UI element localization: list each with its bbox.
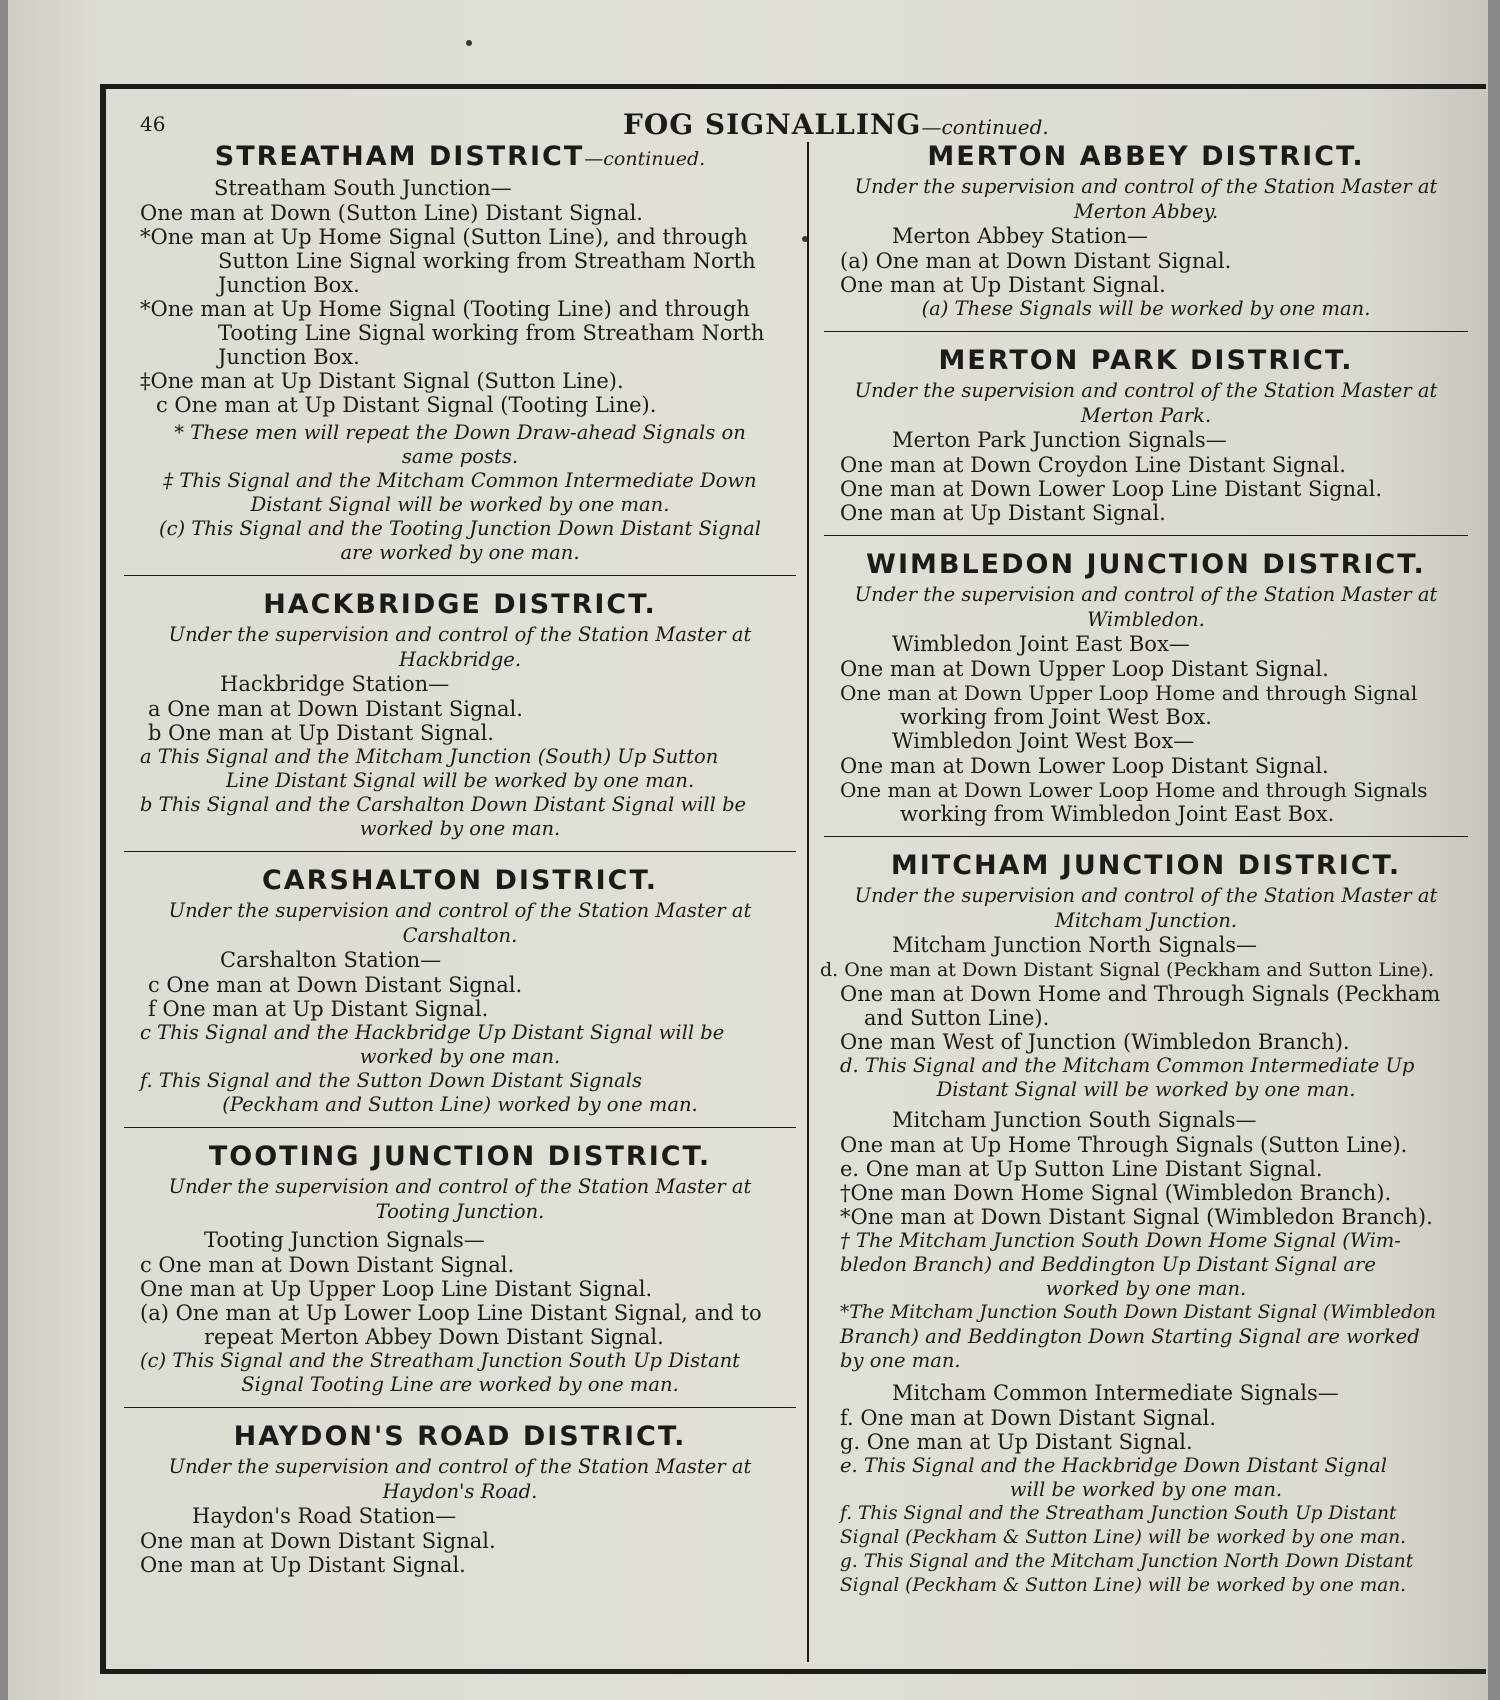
signal-line: One man West of Junction (Wimbledon Branch). xyxy=(840,1030,1350,1054)
streatham-district-section xyxy=(120,140,800,565)
merton-abbey-district-section xyxy=(820,140,1472,321)
ledger-page xyxy=(8,0,1488,1700)
footnote: b This Signal and the Carshalton Down Distant Signal will be xyxy=(140,793,747,816)
signal-line: c One man at Up Distant Signal (Tooting Line). xyxy=(156,393,657,417)
section-rule xyxy=(124,575,796,576)
supervision-note: Tooting Junction. xyxy=(375,1200,545,1223)
supervision-note: Haydon's Road. xyxy=(382,1480,538,1503)
signal-line: One man at Down Lower Loop Home and through Signals xyxy=(840,778,1428,802)
signal-line: One man at Up Distant Signal. xyxy=(140,1553,466,1577)
section-rule xyxy=(824,535,1468,536)
signal-line: One man at Up Upper Loop Line Distant Signal. xyxy=(140,1277,653,1301)
station-heading: Streatham South Junction— xyxy=(214,176,512,200)
supervision-note: Under the supervision and control of the Station Master at xyxy=(854,583,1438,606)
section-title: MERTON ABBEY DISTRICT. xyxy=(927,141,1365,172)
signal-line: One man at Down (Sutton Line) Distant Signal. xyxy=(140,201,643,225)
signal-line: *One man at Down Distant Signal (Wimbledon Branch). xyxy=(840,1205,1433,1229)
right-column xyxy=(820,140,1472,1598)
station-heading: Hackbridge Station— xyxy=(220,672,450,696)
supervision-note: Under the supervision and control of the Station Master at xyxy=(854,884,1438,907)
signal-line-cont: working from Wimbledon Joint East Box. xyxy=(900,802,1335,826)
signal-line: One man at Down Lower Loop Distant Signal. xyxy=(840,754,1329,778)
signal-line: One man at Down Upper Loop Home and through Signal xyxy=(840,681,1418,705)
signal-line: ‡One man at Up Distant Signal (Sutton Line). xyxy=(140,369,624,393)
footnote: by one man. xyxy=(840,1349,961,1372)
footnote: f. This Signal and the Sutton Down Distant Signals xyxy=(140,1069,642,1092)
signal-line-cont: working from Joint West Box. xyxy=(900,705,1212,729)
signal-line: One man at Down Upper Loop Distant Signal. xyxy=(840,657,1329,681)
signal-line: †One man Down Home Signal (Wimbledon Branch). xyxy=(840,1181,1392,1205)
footnote: same posts. xyxy=(401,445,519,468)
supervision-note: Under the supervision and control of the Station Master at xyxy=(854,379,1438,402)
supervision-note: Carshalton. xyxy=(402,924,518,947)
signal-line-cont: and Sutton Line). xyxy=(864,1006,1050,1030)
signal-line: One man at Down Distant Signal. xyxy=(140,1529,496,1553)
signal-line: b One man at Up Distant Signal. xyxy=(148,721,494,745)
page-number: 46 xyxy=(140,112,166,136)
signal-line-cont: Junction Box. xyxy=(218,345,360,369)
supervision-note: Under the supervision and control of the Station Master at xyxy=(168,1175,752,1198)
haydons-road-district-section xyxy=(120,1420,800,1577)
signal-line: *One man at Up Home Signal (Tooting Line) and through xyxy=(140,297,750,321)
supervision-note: Merton Park. xyxy=(1080,404,1212,427)
footnote: ‡ This Signal and the Mitcham Common Intermediate Down xyxy=(163,469,757,492)
footnote: f. This Signal and the Streatham Junction South Up Distant xyxy=(840,1503,1397,1524)
footnote: (c) This Signal and the Tooting Junction Down Distant Signal xyxy=(158,517,761,540)
signal-line: One man at Up Distant Signal. xyxy=(840,501,1166,525)
footnote: d. This Signal and the Mitcham Common Intermediate Up xyxy=(840,1054,1415,1077)
signal-line: One man at Up Distant Signal. xyxy=(840,273,1166,297)
footnote: * These men will repeat the Down Draw-ahead Signals on xyxy=(174,421,746,444)
signal-line: a One man at Down Distant Signal. xyxy=(148,697,523,721)
tooting-junction-district-section xyxy=(120,1140,800,1397)
signal-line-cont: Junction Box. xyxy=(218,273,360,297)
signal-line-cont: Tooting Line Signal working from Streatham North xyxy=(218,321,765,345)
merton-park-district-section xyxy=(820,344,1472,525)
supervision-note: Wimbledon. xyxy=(1087,608,1205,631)
footnote: (Peckham and Sutton Line) worked by one man. xyxy=(222,1093,698,1116)
signal-line: f One man at Up Distant Signal. xyxy=(148,997,489,1021)
left-column xyxy=(120,140,800,1577)
station-heading: Mitcham Junction North Signals— xyxy=(892,933,1258,957)
footnote: bledon Branch) and Beddington Up Distant Signal are xyxy=(840,1253,1376,1276)
signal-line: g. One man at Up Distant Signal. xyxy=(840,1430,1193,1454)
supervision-note: Under the supervision and control of the Station Master at xyxy=(168,1455,752,1478)
station-heading: Mitcham Common Intermediate Signals— xyxy=(892,1381,1339,1405)
footnote: Signal (Peckham & Sutton Line) will be worked by one man. xyxy=(840,1527,1407,1548)
signal-line: One man at Down Home and Through Signals (Peckham xyxy=(840,982,1441,1006)
station-heading: Carshalton Station— xyxy=(220,948,442,972)
footnote: Distant Signal will be worked by one man. xyxy=(936,1078,1356,1101)
signal-line: One man at Down Lower Loop Line Distant Signal. xyxy=(840,477,1383,501)
supervision-note: Hackbridge. xyxy=(398,648,522,671)
signal-line-cont: repeat Merton Abbey Down Distant Signal. xyxy=(204,1325,664,1349)
footnote: will be worked by one man. xyxy=(1009,1478,1283,1501)
footnote: *The Mitcham Junction South Down Distant Signal (Wimbledon xyxy=(840,1302,1436,1323)
station-heading: Wimbledon Joint East Box— xyxy=(892,632,1190,656)
section-title: HAYDON'S ROAD DISTRICT. xyxy=(233,1421,687,1452)
section-rule xyxy=(824,836,1468,837)
running-head-title: FOG SIGNALLING xyxy=(623,108,922,141)
running-head xyxy=(623,108,1049,141)
section-title: CARSHALTON DISTRICT. xyxy=(261,865,659,896)
station-heading: Mitcham Junction South Signals— xyxy=(892,1108,1257,1132)
section-title xyxy=(120,140,800,176)
section-title-suffix: —continued. xyxy=(584,148,706,170)
footnote: g. This Signal and the Mitcham Junction North Down Distant xyxy=(840,1551,1414,1572)
section-title: MITCHAM JUNCTION DISTRICT. xyxy=(890,850,1402,881)
signal-line: One man at Down Croydon Line Distant Signal. xyxy=(840,453,1346,477)
signal-line: (a) One man at Down Distant Signal. xyxy=(840,249,1232,273)
footnote: worked by one man. xyxy=(359,817,561,840)
signal-line: *One man at Up Home Signal (Sutton Line), and through xyxy=(140,225,748,249)
section-title-text: STREATHAM DISTRICT xyxy=(214,141,585,172)
signal-line: One man at Up Home Through Signals (Sutton Line). xyxy=(840,1133,1408,1157)
footnote: worked by one man. xyxy=(359,1045,561,1068)
running-head-suffix: —continued. xyxy=(921,115,1049,139)
footnote: Signal Tooting Line are worked by one man. xyxy=(241,1373,679,1396)
signal-line: d. One man at Down Distant Signal (Peckham and Sutton Line). xyxy=(820,959,1435,981)
supervision-note: Under the supervision and control of the Station Master at xyxy=(168,899,752,922)
section-rule xyxy=(124,1127,796,1128)
footnote: worked by one man. xyxy=(1045,1277,1247,1300)
station-heading: Merton Park Junction Signals— xyxy=(892,428,1227,452)
footnote: Signal (Peckham & Sutton Line) will be worked by one man. xyxy=(840,1575,1407,1596)
footnote: † The Mitcham Junction South Down Home Signal (Wim- xyxy=(840,1229,1401,1252)
hackbridge-district-section xyxy=(120,588,800,841)
supervision-note: Under the supervision and control of the Station Master at xyxy=(854,175,1438,198)
footnote: e. This Signal and the Hackbridge Down Distant Signal xyxy=(840,1454,1388,1477)
section-rule xyxy=(824,331,1468,332)
station-heading: Tooting Junction Signals— xyxy=(204,1228,485,1252)
signal-line-cont: Sutton Line Signal working from Streatham North xyxy=(218,249,756,273)
carshalton-district-section xyxy=(120,864,800,1117)
supervision-note: Mitcham Junction. xyxy=(1054,909,1238,932)
footnote: Line Distant Signal will be worked by one man. xyxy=(225,769,695,792)
section-title: WIMBLEDON JUNCTION DISTRICT. xyxy=(866,549,1426,580)
signal-line: c One man at Down Distant Signal. xyxy=(140,1253,515,1277)
wimbledon-junction-district-section xyxy=(820,548,1472,826)
station-heading: Wimbledon Joint West Box— xyxy=(892,729,1195,753)
ink-speck xyxy=(466,40,472,46)
signal-line: (a) One man at Up Lower Loop Line Distant Signal, and to xyxy=(140,1301,762,1325)
section-title: MERTON PARK DISTRICT. xyxy=(938,345,1354,376)
signal-line: e. One man at Up Sutton Line Distant Signal. xyxy=(840,1157,1323,1181)
section-rule xyxy=(124,1407,796,1408)
footnote: (a) These Signals will be worked by one man. xyxy=(921,297,1371,320)
footnote: (c) This Signal and the Streatham Junction South Up Distant xyxy=(140,1349,740,1372)
footnote: are worked by one man. xyxy=(340,541,580,564)
footnote: c This Signal and the Hackbridge Up Distant Signal will be xyxy=(140,1021,725,1044)
section-title: HACKBRIDGE DISTRICT. xyxy=(263,589,657,620)
footnote: Distant Signal will be worked by one man. xyxy=(250,493,670,516)
column-divider xyxy=(807,142,809,1662)
supervision-note: Merton Abbey. xyxy=(1073,200,1219,223)
section-title: TOOTING JUNCTION DISTRICT. xyxy=(208,1141,712,1172)
mitcham-junction-district-section xyxy=(820,849,1472,1598)
supervision-note: Under the supervision and control of the Station Master at xyxy=(168,623,752,646)
station-heading: Haydon's Road Station— xyxy=(192,1504,457,1528)
station-heading: Merton Abbey Station— xyxy=(892,224,1148,248)
signal-line: c One man at Down Distant Signal. xyxy=(148,973,523,997)
signal-line: f. One man at Down Distant Signal. xyxy=(840,1406,1217,1430)
footnote: Branch) and Beddington Down Starting Signal are worked xyxy=(840,1325,1420,1348)
footnote: a This Signal and the Mitcham Junction (South) Up Sutton xyxy=(140,745,719,768)
section-rule xyxy=(124,851,796,852)
